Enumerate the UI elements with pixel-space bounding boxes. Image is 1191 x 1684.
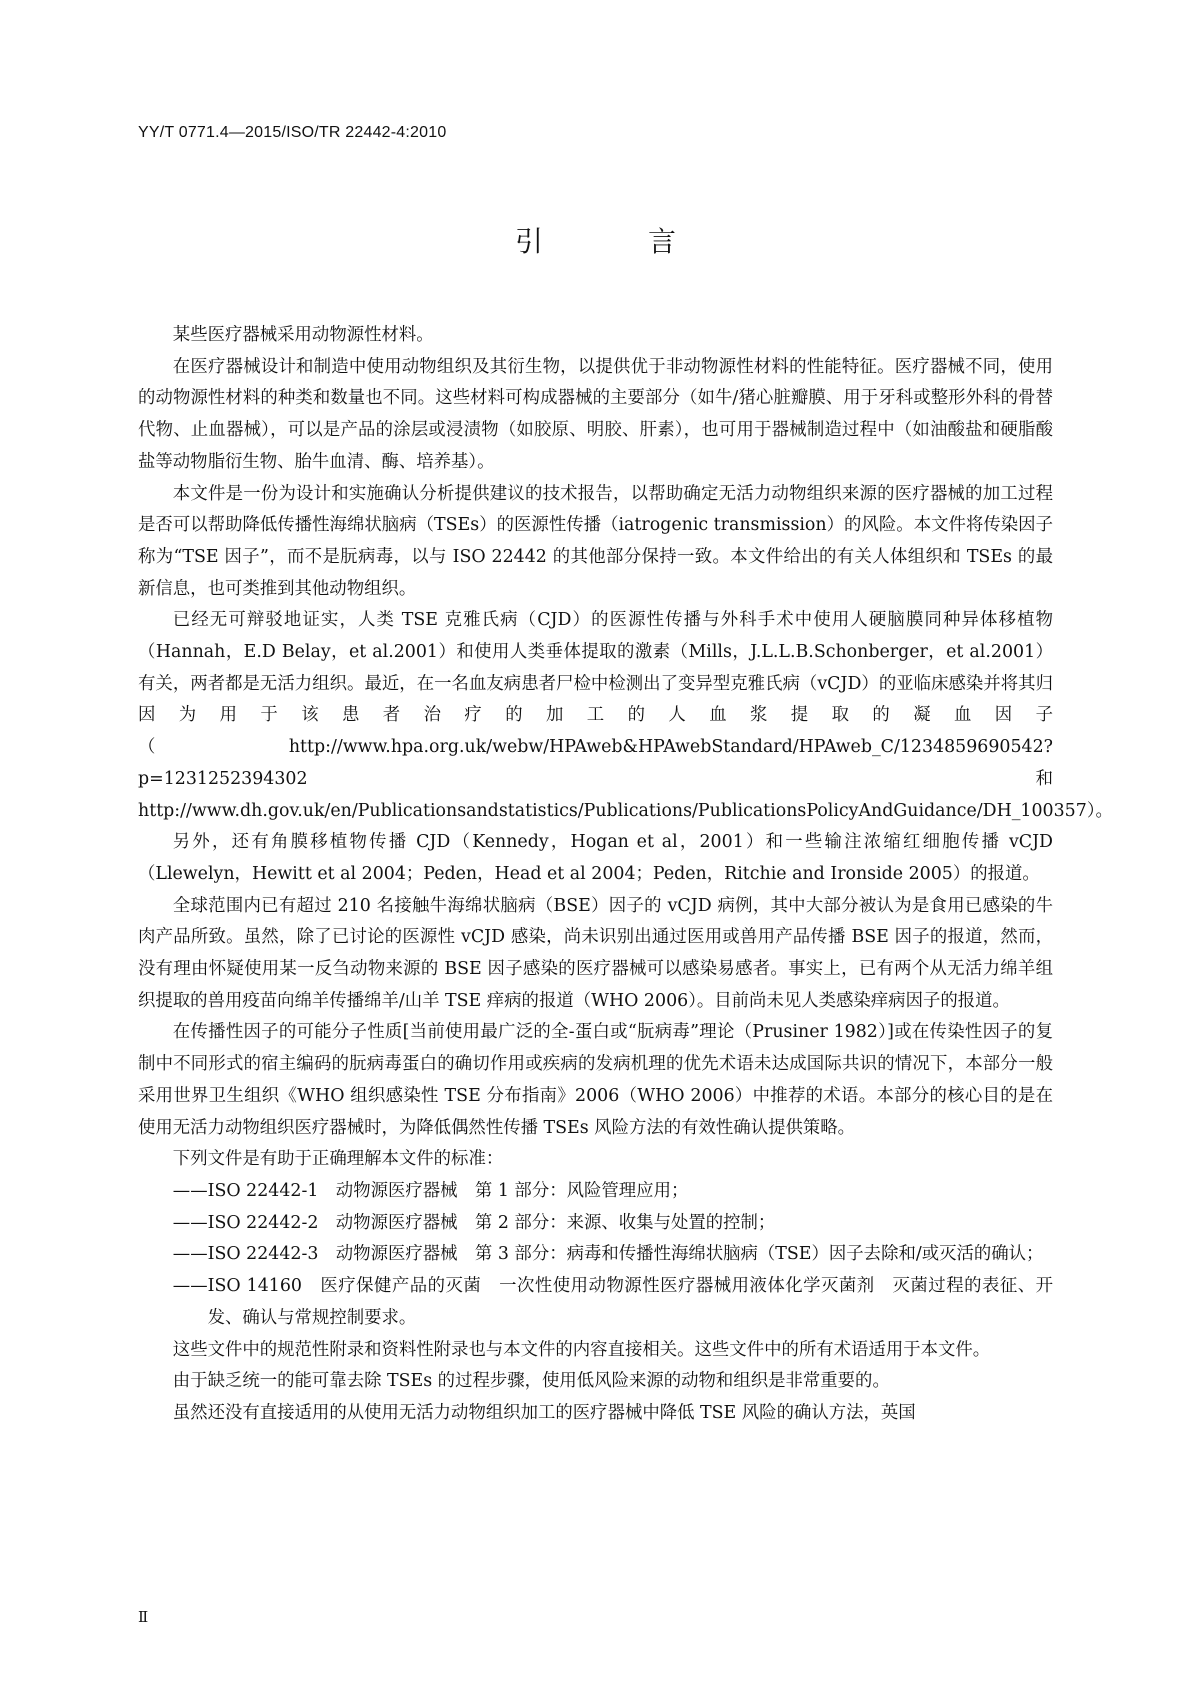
reference-item: ——ISO 22442-2 动物源医疗器械 第 2 部分：来源、收集与处置的控制；	[172, 1212, 776, 1233]
reference-item: ——ISO 22442-1 动物源医疗器械 第 1 部分：风险管理应用；	[172, 1180, 689, 1201]
document-body	[138, 320, 1113, 1430]
paragraph: 另外，还有角膜移植物传播 CJD（Kennedy，Hogan et al，2001）和一些输注浓缩红细胞传播 vCJD（Llewelyn，Hewitt et al 2004；Peden，Head et al 2004；Peden，Ritchie and Ironside 2005）的报道。	[138, 832, 1053, 884]
paragraph: 本文件是一份为设计和实施确认分析提供建议的技术报告，以帮助确定无活力动物组织来源的医疗器械的加工过程是否可以帮助降低传播性海绵状脑病（TSEs）的医源性传播（iatrogenic transmission）的风险。本文件将传染因子称为“TSE 因子”，而不是朊病毒，以与 ISO 22442 的其他部分保持一致。本文件给出的有关人体组织和 TSEs 的最新信息，也可类推到其他动物组织。	[138, 483, 1053, 599]
paragraph: 全球范围内已有超过 210 名接触牛海绵状脑病（BSE）因子的 vCJD 病例，其中大部分被认为是食用已感染的牛肉产品所致。虽然，除了已讨论的医源性 vCJD 感染，尚未识别出通过医用或兽用产品传播 BSE 因子的报道，然而，没有理由怀疑使用某一反刍动物来源的 BSE 因子感染的医疗器械可以感染易感者。事实上，已有两个从无活力绵羊组织提取的兽用疫苗向绵羊传播绵羊/山羊 TSE 痒病的报道（WHO 2006）。目前尚未见人类感染痒病因子的报道。	[138, 895, 1053, 1011]
reference-item: ——ISO 22442-3 动物源医疗器械 第 3 部分：病毒和传播性海绵状脑病（TSE）因子去除和/或灭活的确认；	[172, 1244, 1044, 1265]
paragraph: 虽然还没有直接适用的从使用无活力动物组织加工的医疗器械中降低 TSE 风险的确认方法，英国	[172, 1402, 916, 1423]
reference-item: ——ISO 14160 医疗保健产品的灭菌 一次性使用动物源性医疗器械用液体化学灭菌剂 灭菌过程的表征、开发、确认与常规控制要求。	[172, 1276, 1053, 1328]
paragraph: 这些文件中的规范性附录和资料性附录也与本文件的内容直接相关。这些文件中的所有术语适用于本文件。	[172, 1339, 991, 1360]
paragraph: 由于缺乏统一的能可靠去除 TSEs 的过程步骤，使用低风险来源的动物和组织是非常重要的。	[172, 1371, 890, 1392]
paragraph: 在传播性因子的可能分子性质[当前使用最广泛的全-蛋白或“朊病毒”理论（Prusiner 1982）]或在传染性因子的复制中不同形式的宿主编码的朊病毒蛋白的确切作用或疾病的发病机理的优先术语未达成国际共识的情况下，本部分一般采用世界卫生组织《WHO 组织感染性 TSE 分布指南》2006（WHO 2006）中推荐的术语。本部分的核心目的是在使用无活力动物组织医疗器械时，为降低偶然性传播 TSEs 风险方法的有效性确认提供策略。	[138, 1022, 1053, 1138]
paragraph: 已经无可辩驳地证实，人类 TSE 克雅氏病（CJD）的医源性传播与外科手术中使用人硬脑膜同种异体移植物（Hannah，E.D Belay，et al.2001）和使用人类垂体提取的激素（Mills，J.L.L.B.Schonberger，et al.2001）有关，两者都是无活力组织。最近，在一名血友病患者尸检中检测出了变异型克雅氏病（vCJD）的亚临床感染并将其归因为用于该患者治疗的加工的人血浆提取的凝血因子（http://www.hpa.org.uk/webw/HPAweb&HPAwebStandard/HPAweb_C/1234859690542? p=1231252394302 和 http://www.dh.gov.uk/en/Publicationsandstatistics/Publications/PublicationsPolicyAndGuidance/DH_100357）。	[138, 610, 1113, 821]
paragraph: 下列文件是有助于正确理解本文件的标准：	[172, 1149, 504, 1170]
standard-code-header: YY/T 0771.4—2015/ISO/TR 22442-4:2010	[138, 124, 447, 141]
paragraph: 在医疗器械设计和制造中使用动物组织及其衍生物，以提供优于非动物源性材料的性能特征。医疗器械不同，使用的动物源性材料的种类和数量也不同。这些材料可构成器械的主要部分（如牛/猪心脏瓣膜、用于牙科或整形外科的骨替代物、止血器械），可以是产品的涂层或浸渍物（如胶原、明胶、肝素），也可用于器械制造过程中（如油酸盐和硬脂酸盐等动物脂衍生物、胎牛血清、酶、培养基）。	[138, 356, 1053, 472]
page-number: Ⅱ	[138, 1608, 149, 1626]
paragraph: 某些医疗器械采用动物源性材料。	[172, 325, 434, 345]
page-title: 引 言	[515, 225, 724, 258]
